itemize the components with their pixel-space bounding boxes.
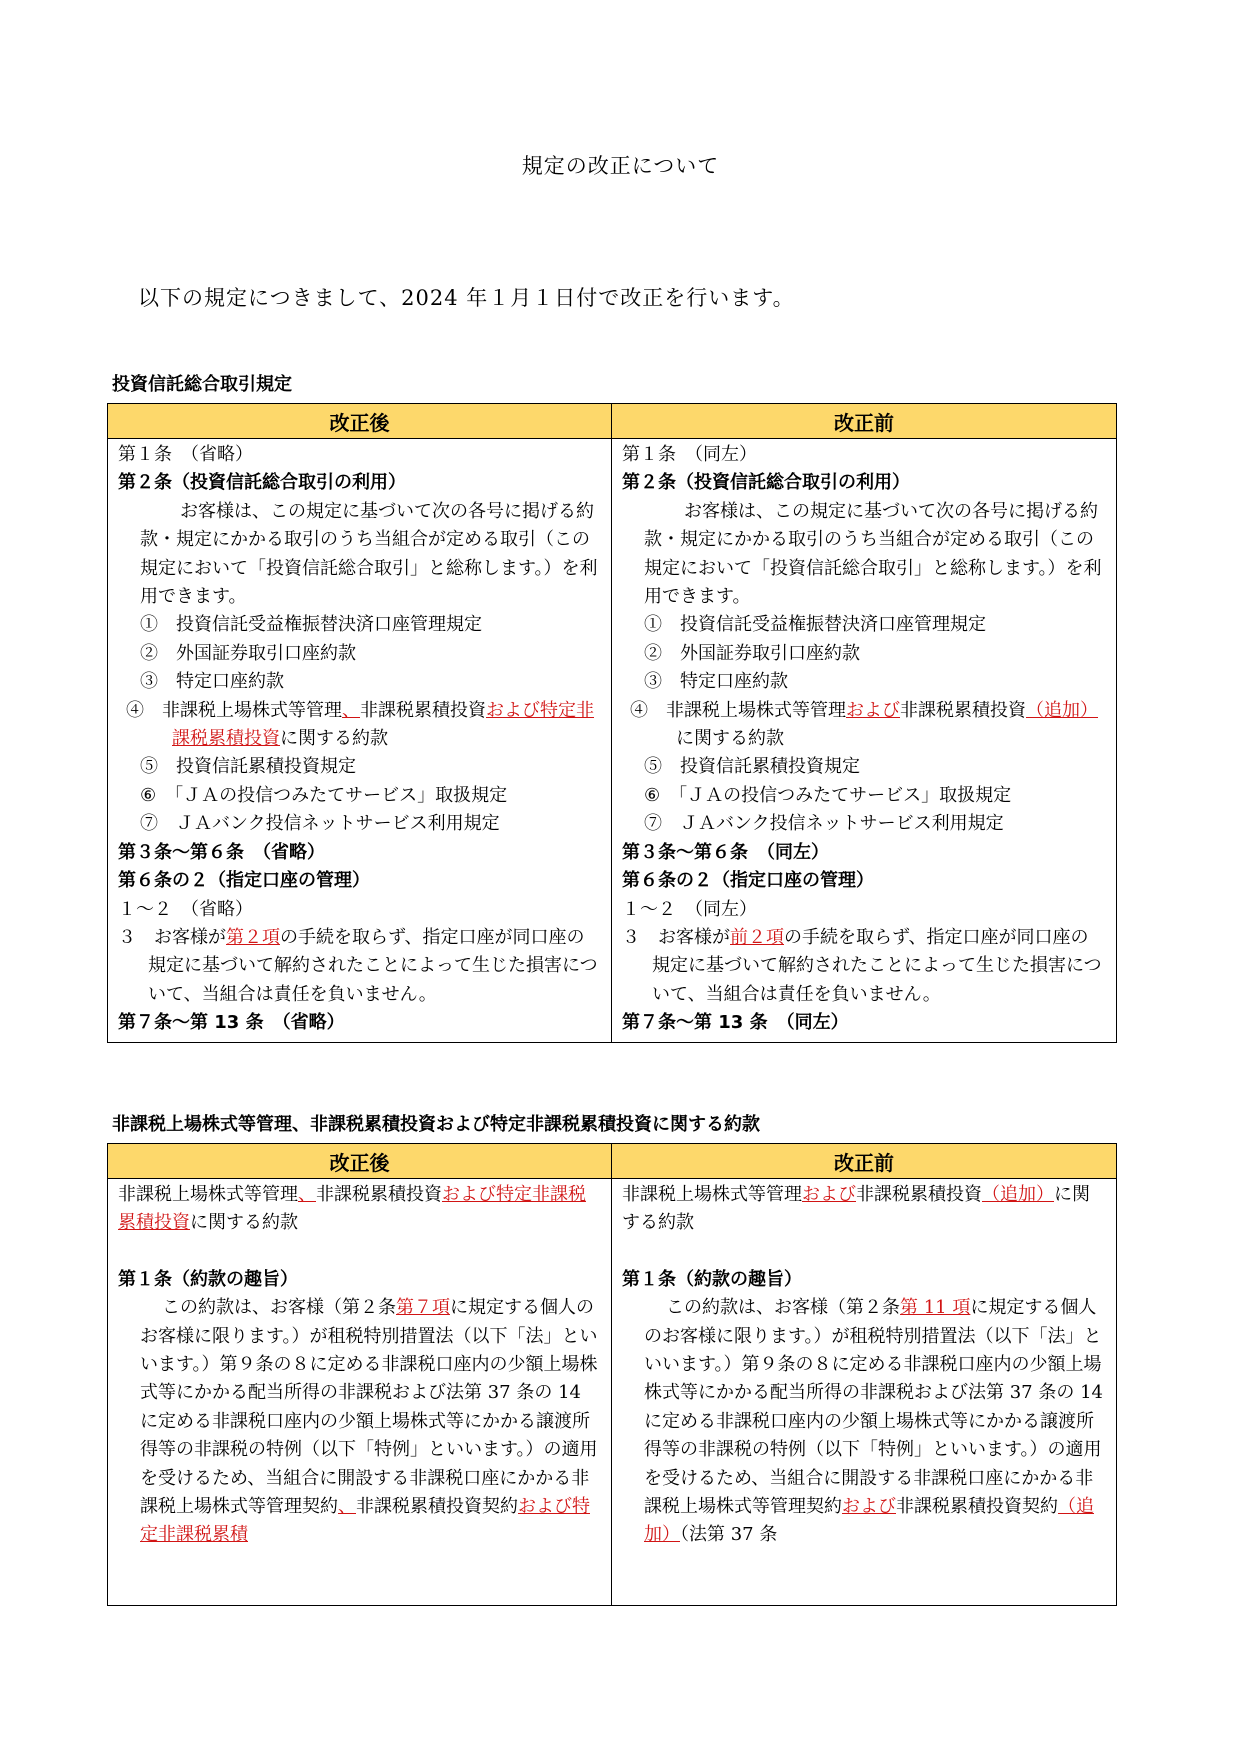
list-item: ⑥ 「ＪＡの投信つみたてサービス」取扱規定 xyxy=(644,784,1012,806)
amended-text: （追加） xyxy=(644,1496,1094,1546)
section2-comparison-table xyxy=(107,1143,1117,1606)
name-text: に関する約款 xyxy=(622,1184,1090,1234)
amended-text: および特定非課税累積投資 xyxy=(172,699,594,750)
name-text: 非課税上場株式等管理 xyxy=(118,1184,298,1205)
amended-text: および特定非課税累積 xyxy=(140,1496,590,1546)
article-3-6: 第３条～第６条 （省略） xyxy=(118,841,325,863)
body-text: この約款は、お客様（第２条 xyxy=(666,1297,900,1319)
article-6-2-paragraph-3 xyxy=(118,924,601,1009)
paragraph-text: の手続を取らず、指定口座が同口座の規定に基づいて解約されたことによって生じた損害について、当組合は責任を負いません。 xyxy=(148,926,598,1005)
list-item: ② 外国証券取引口座約款 xyxy=(140,642,356,664)
paragraph-text: ３ お客様が xyxy=(622,926,730,948)
section1-header-before: 改正前 xyxy=(612,404,1117,439)
name-text: に関する約款 xyxy=(190,1212,298,1234)
article-1-title: 第１条（約款の趣旨） xyxy=(118,1268,298,1290)
article-6-2-title: 第６条の２（指定口座の管理） xyxy=(622,870,874,892)
list-item xyxy=(622,697,1106,754)
article-3-6: 第３条～第６条 （同左） xyxy=(622,841,829,863)
amended-text: （追加） xyxy=(1026,699,1098,721)
paragraph-text: の手続を取らず、指定口座が同口座の規定に基づいて解約されたことによって生じた損害について、当組合は責任を負いません。 xyxy=(652,926,1102,1005)
article-7-13: 第７条～第 13 条 （同左） xyxy=(622,1012,849,1034)
list-item: ② 外国証券取引口座約款 xyxy=(644,642,860,664)
item-text: 非課税累積投資 xyxy=(360,699,486,721)
amended-text: 第２項 xyxy=(226,926,280,948)
spacer xyxy=(622,1238,1106,1266)
amended-text: 、 xyxy=(338,1496,356,1518)
article-1: 第１条 （省略） xyxy=(118,444,253,465)
list-item: ⑥ 「ＪＡの投信つみたてサービス」取扱規定 xyxy=(140,784,508,806)
section2-header-before: 改正前 xyxy=(612,1144,1117,1179)
section2-after-cell xyxy=(108,1179,612,1606)
intro-text: 以下の規定につきまして、2024 年１月１日付で改正を行います。 xyxy=(138,286,795,310)
spacer xyxy=(118,1238,601,1266)
item-text: に関する約款 xyxy=(280,728,388,750)
article-2-title: 第２条（投資信託総合取引の利用） xyxy=(622,472,910,494)
article-1-body xyxy=(622,1294,1106,1550)
article-6-2-paragraph: １～２ （同左） xyxy=(622,898,757,920)
amended-text: （追加） xyxy=(982,1184,1054,1205)
list-item xyxy=(118,697,601,754)
body-text: 非課税累積投資契約 xyxy=(356,1496,518,1518)
amended-text: および xyxy=(802,1184,856,1205)
body-text: に規定する個人のお客様に限ります。）が租税特別措置法（以下「法」といいます。）第９条の８に定める非課税口座内の少額上場株式等にかかる配当所得の非課税および法第 37 条の 14 に定める非課税口座内の少額上場株式等にかかる譲渡所得等の非課税の特例（以下「特例」といいます。）の適用を受けるため、当組合に開設する非課税口座にかかる非課税上場株式等管理契約 xyxy=(140,1297,598,1518)
section1-header-after: 改正後 xyxy=(108,404,612,439)
article-6-2-title: 第６条の２（指定口座の管理） xyxy=(118,870,370,892)
article-1: 第１条 （同左） xyxy=(622,444,757,465)
article-6-2-paragraph-3 xyxy=(622,924,1106,1009)
amended-text: および xyxy=(842,1496,896,1518)
agreement-name xyxy=(118,1181,601,1238)
amended-text: 第 11 項 xyxy=(900,1297,971,1319)
body-text: この約款は、お客様（第２条 xyxy=(162,1297,396,1319)
paragraph-text: ３ お客様が xyxy=(118,926,226,948)
list-item: ③ 特定口座約款 xyxy=(644,671,788,693)
amended-text: 前２項 xyxy=(730,926,784,948)
section2-title: 非課税上場株式等管理、非課税累積投資および特定非課税累積投資に関する約款 xyxy=(112,1114,760,1135)
page-title: 規定の改正について xyxy=(521,154,720,178)
amended-text: および xyxy=(846,699,900,721)
section1-after-cell xyxy=(108,439,612,1043)
section1-before-cell xyxy=(612,439,1117,1043)
article-7-13: 第７条～第 13 条 （省略） xyxy=(118,1012,345,1034)
name-text: 非課税累積投資 xyxy=(856,1184,982,1205)
article-2-title: 第２条（投資信託総合取引の利用） xyxy=(118,472,406,494)
body-text: （法第 37 条 xyxy=(680,1524,778,1546)
article-1-body xyxy=(118,1294,601,1550)
list-item: ③ 特定口座約款 xyxy=(140,671,284,693)
body-text: 非課税累積投資契約 xyxy=(896,1496,1058,1518)
amended-text: 、 xyxy=(342,699,360,721)
list-item: ⑤ 投資信託累積投資規定 xyxy=(644,756,860,778)
section1-title: 投資信託総合取引規定 xyxy=(112,374,292,395)
item-text: 非課税累積投資 xyxy=(900,699,1026,721)
amended-text: および特定非課税累積投資 xyxy=(118,1184,586,1234)
item-text: ④ 非課税上場株式等管理 xyxy=(630,699,846,721)
agreement-name xyxy=(622,1181,1106,1238)
amended-text: 、 xyxy=(298,1184,316,1205)
list-item: ① 投資信託受益権振替決済口座管理規定 xyxy=(644,614,986,636)
amended-text: 第７項 xyxy=(396,1297,450,1319)
list-item: ① 投資信託受益権振替決済口座管理規定 xyxy=(140,614,482,636)
section2-before-cell xyxy=(612,1179,1117,1606)
section2-header-after: 改正後 xyxy=(108,1144,612,1179)
article-2-body: お客様は、この規定に基づいて次の各号に掲げる約款・規定にかかる取引のうち当組合が定める取引（この規定において「投資信託総合取引」と総称します。）を利用できます。 xyxy=(140,500,598,608)
name-text: 非課税累積投資 xyxy=(316,1184,442,1205)
article-1-title: 第１条（約款の趣旨） xyxy=(622,1268,802,1290)
body-text: に規定する個人のお客様に限ります。）が租税特別措置法（以下「法」といいます。）第９条の８に定める非課税口座内の少額上場株式等にかかる配当所得の非課税および法第 37 条の 14 に定める非課税口座内の少額上場株式等にかかる譲渡所得等の非課税の特例（以下「特例」といいます。）の適用を受けるため、当組合に開設する非課税口座にかかる非課税上場株式等管理契約 xyxy=(644,1297,1103,1518)
name-text: 非課税上場株式等管理 xyxy=(622,1184,802,1205)
list-item: ⑤ 投資信託累積投資規定 xyxy=(140,756,356,778)
section1-comparison-table xyxy=(107,403,1117,1043)
item-text: ④ 非課税上場株式等管理 xyxy=(126,699,342,721)
article-6-2-paragraph: １～２ （省略） xyxy=(118,898,253,920)
list-item: ⑦ ＪＡバンク投信ネットサービス利用規定 xyxy=(140,813,500,835)
list-item: ⑦ ＪＡバンク投信ネットサービス利用規定 xyxy=(644,813,1004,835)
article-2-body: お客様は、この規定に基づいて次の各号に掲げる約款・規定にかかる取引のうち当組合が定める取引（この規定において「投資信託総合取引」と総称します。）を利用できます。 xyxy=(644,500,1102,608)
item-text: に関する約款 xyxy=(676,728,784,750)
